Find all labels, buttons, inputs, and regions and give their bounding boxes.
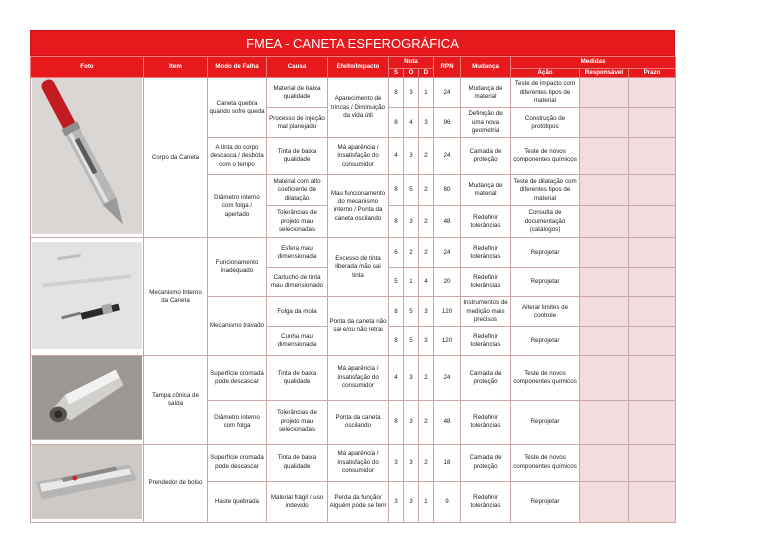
score-o: 2 [404,238,419,268]
cause: Processo de injeção mal planejado [267,108,328,138]
score-s: 3 [389,482,404,523]
action: Reprojetar [511,482,580,523]
rpn: 24 [434,356,461,400]
responsible-cell [580,356,629,400]
score-d: 3 [419,297,434,327]
responsible-cell [580,482,629,523]
header-medidas: Medidas [511,57,676,69]
failure-mode: Diâmetro interno com folga [208,400,267,444]
action: Teste de novos componentes químicos [511,356,580,400]
deadline-cell [629,444,676,482]
cause: Tinta de baixa qualidade [267,138,328,175]
header-item: Item [144,57,208,78]
score-s: 8 [389,175,404,206]
failure-mode: Mecanismo travado [208,297,267,356]
cause: Material com alto coeficiente de dilatação [267,175,328,206]
item-name: Tampa cônica de saída [144,356,208,444]
action: Teste de novos componentes químicos [511,138,580,175]
score-d: 2 [419,356,434,400]
table-row [31,78,676,108]
responsible-cell [580,238,629,268]
score-o: 3 [404,444,419,482]
failure-mode: Superfície cromada pode descascar [208,444,267,482]
header-acao: Ação [511,69,580,78]
deadline-cell [629,108,676,138]
action: Alterar limites de controle [511,297,580,327]
deadline-cell [629,482,676,523]
responsible-cell [580,327,629,356]
header-efeito: Efeito/Impacto [328,57,389,78]
pocket-clip-photo [31,444,144,522]
rpn: 24 [434,238,461,268]
action: Teste de dilatação com diferentes tipos de material [511,175,580,206]
score-s: 5 [389,268,404,297]
score-o: 5 [404,175,419,206]
action: Reprojetar [511,238,580,268]
action: Reprojetar [511,400,580,444]
score-d: 2 [419,138,434,175]
responsible-cell [580,78,629,108]
score-o: 1 [404,268,419,297]
cause: Tolerâncias de projeto mau selecionadas [267,206,328,238]
score-d: 1 [419,482,434,523]
failure-mode: Caneta quebra quando sofre queda [208,78,267,138]
score-d: 2 [419,444,434,482]
score-d: 3 [419,327,434,356]
action: Construção de protótipos [511,108,580,138]
effect: Má aparência / Insatisfação do consumidor [328,444,389,482]
score-d: 2 [419,400,434,444]
change: Camada de proteção [461,138,511,175]
failure-mode: Haste quebrada [208,482,267,523]
deadline-cell [629,175,676,206]
change: Camada de proteção [461,444,511,482]
rpn: 18 [434,444,461,482]
rpn: 120 [434,297,461,327]
score-s: 8 [389,108,404,138]
score-d: 2 [419,238,434,268]
score-o: 3 [404,356,419,400]
score-d: 3 [419,108,434,138]
cause: Cunha mau dimensionada [267,327,328,356]
deadline-cell [629,356,676,400]
cone-tip-photo [31,356,144,444]
effect: Perda da função/ Alguém pode se ferir [328,482,389,523]
effect: Má aparência / Insatisfação do consumidor [328,138,389,175]
effect: Excesso de tinta liberada /não sai tinta [328,238,389,297]
deadline-cell [629,138,676,175]
header-s: S [389,69,404,78]
change: Redefinir tolerâncias [461,206,511,238]
header-rpn: RPN [434,57,461,78]
cause: Folga da mola [267,297,328,327]
cause: Esfera mau dimensionada [267,238,328,268]
cause: Cartucho de tinta mau dimensionado [267,268,328,297]
header-prazo: Prazo [629,69,676,78]
rpn: 48 [434,206,461,238]
cause: Material de baixa qualidade [267,78,328,108]
score-o: 3 [404,78,419,108]
score-s: 4 [389,356,404,400]
change: Definição de uma nova geometria [461,108,511,138]
score-s: 8 [389,206,404,238]
red-cap-pen-photo [31,78,144,238]
rpn: 20 [434,268,461,297]
responsible-cell [580,138,629,175]
failure-mode: Funcionamento inadequado [208,238,267,297]
score-d: 4 [419,268,434,297]
rpn: 9 [434,482,461,523]
responsible-cell [580,108,629,138]
rpn: 120 [434,327,461,356]
deadline-cell [629,238,676,268]
item-name: Corpo da Caneta [144,78,208,238]
score-o: 3 [404,482,419,523]
table-row [31,444,676,482]
effect: Aparecimento de trincas / Diminuição da vida útil [328,78,389,138]
change: Redefinir tolerâncias [461,482,511,523]
cause: Tinta de baixa qualidade [267,444,328,482]
header-foto: Foto [31,57,144,78]
score-s: 8 [389,297,404,327]
score-s: 6 [389,238,404,268]
fmea-table [30,56,676,523]
action: Teste de impacto com diferentes tipos de material [511,78,580,108]
responsible-cell [580,175,629,206]
action: Reprojetar [511,268,580,297]
header-o: O [404,69,419,78]
rpn: 96 [434,108,461,138]
change: Mudança de material [461,78,511,108]
header-mudanca: Mudança [461,57,511,78]
failure-mode: A tinta do corpo descasca / desbota com o tempo [208,138,267,175]
deadline-cell [629,327,676,356]
score-s: 8 [389,78,404,108]
header-responsavel: Responsável [580,69,629,78]
table-row [31,356,676,400]
score-s: 4 [389,138,404,175]
change: Redefinir tolerâncias [461,268,511,297]
score-d: 2 [419,175,434,206]
effect: Ponta da caneta não sai e/ou não retrai [328,297,389,356]
score-o: 4 [404,108,419,138]
score-o: 3 [404,206,419,238]
change: Camada de proteção [461,356,511,400]
rpn: 24 [434,78,461,108]
responsible-cell [580,297,629,327]
deadline-cell [629,206,676,238]
score-s: 8 [389,400,404,444]
rpn: 80 [434,175,461,206]
failure-mode: Superfície cromada pode descascar [208,356,267,400]
rpn: 24 [434,138,461,175]
responsible-cell [580,444,629,482]
fmea-sheet [30,30,675,510]
rpn: 48 [434,400,461,444]
deadline-cell [629,400,676,444]
responsible-cell [580,400,629,444]
effect: Mau funcionamento do mecanismo interno / Ponta da caneta oscilando [328,175,389,238]
header-d: D [419,69,434,78]
responsible-cell [580,206,629,238]
effect: Má aparência / Insatisfação do consumidor [328,356,389,400]
change: Redefinir tolerâncias [461,327,511,356]
score-s: 3 [389,444,404,482]
item-name: Prendedor de bolso [144,444,208,522]
change: Mudança de material [461,175,511,206]
cause: Material frágil / uso indevido [267,482,328,523]
score-d: 2 [419,206,434,238]
sheet-title: FMEA - CANETA ESFEROGRÁFICA [30,30,675,56]
action: Reprojetar [511,327,580,356]
deadline-cell [629,297,676,327]
score-o: 5 [404,327,419,356]
responsible-cell [580,268,629,297]
header-modo: Modo de Falha [208,57,267,78]
change: Instrumentos de medição mais precisos [461,297,511,327]
action: Teste de novos componentes químicos [511,444,580,482]
deadline-cell [629,268,676,297]
change: Redefinir tolerâncias [461,238,511,268]
score-o: 5 [404,297,419,327]
cause: Tinta de baixa qualidade [267,356,328,400]
spring-refill-photo [31,238,144,356]
failure-mode: Diâmetro interno com folga / apertado [208,175,267,238]
score-o: 3 [404,400,419,444]
header-nota: Nota [389,57,434,69]
cause: Tolerâncias de projeto mau selecionadas [267,400,328,444]
table-row [31,238,676,268]
score-d: 1 [419,78,434,108]
header-causa: Causa [267,57,328,78]
score-s: 8 [389,327,404,356]
change: Redefinir tolerâncias [461,400,511,444]
action: Consulta de documentação (catálogos) [511,206,580,238]
effect: Ponta da caneta oscilando [328,400,389,444]
score-o: 3 [404,138,419,175]
deadline-cell [629,78,676,108]
item-name: Mecanismo Interno da Caneta [144,238,208,356]
